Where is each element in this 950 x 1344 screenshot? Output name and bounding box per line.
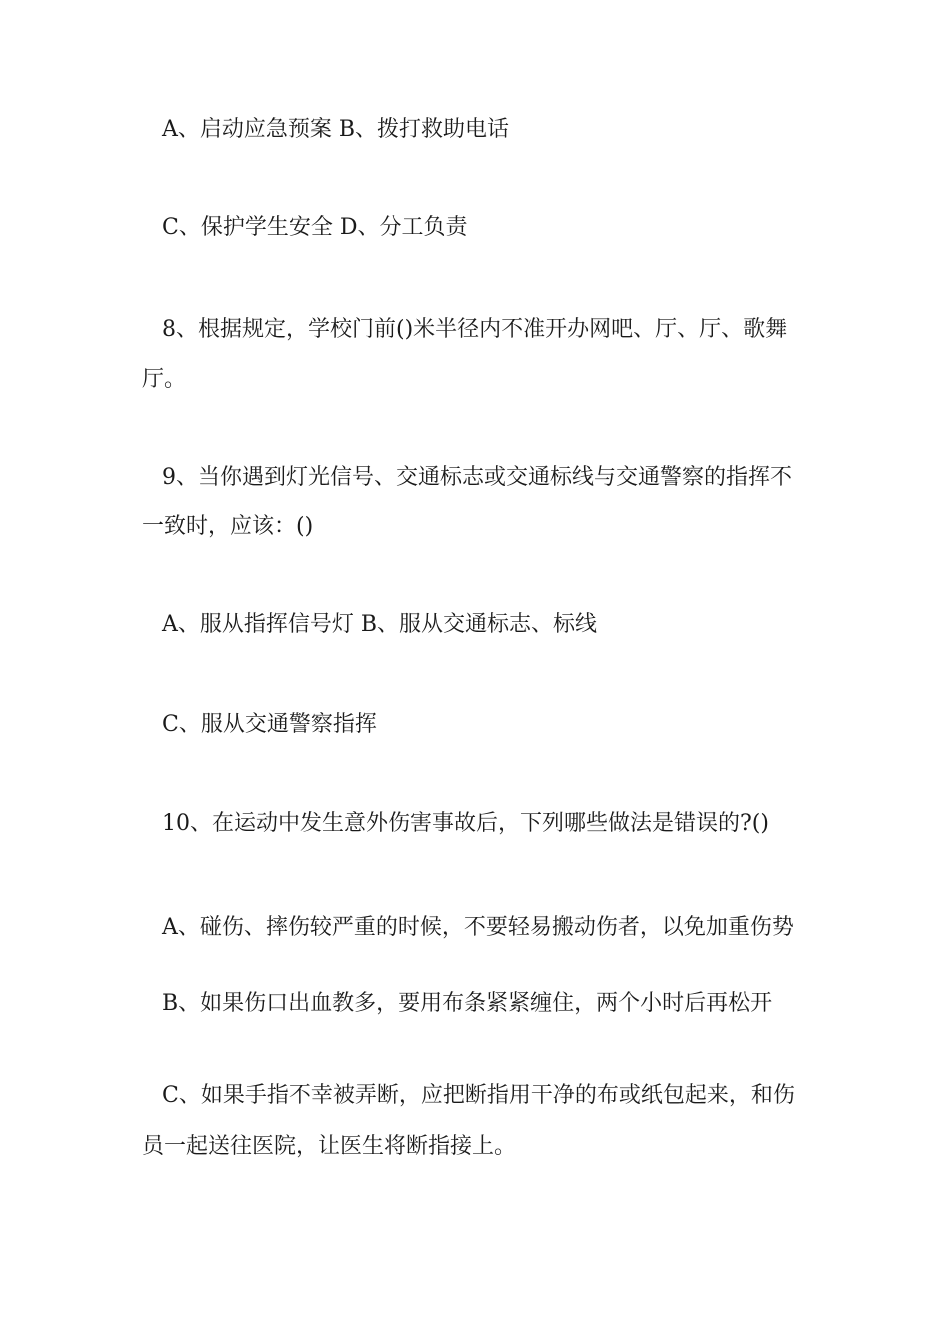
q9-options-ab: A、服从指挥信号灯 B、服从交通标志、标线: [162, 612, 598, 637]
q7-options-ab: A、启动应急预案 B、拨打救助电话: [162, 117, 510, 142]
q10-option-a: A、碰伤、摔伤较严重的时候，不要轻易搬动伤者，以免加重伤势: [162, 915, 794, 940]
q8-question-line-2: 厅。: [142, 367, 187, 392]
q9-question-line-1: 9、当你遇到灯光信号、交通标志或交通标线与交通警察的指挥不: [162, 465, 792, 490]
q10-question: 10、在运动中发生意外伤害事故后，下列哪些做法是错误的?(): [162, 811, 769, 836]
q7-options-cd: C、保护学生安全 D、分工负责: [162, 215, 468, 240]
q9-option-c: C、服从交通警察指挥: [162, 712, 377, 737]
q10-option-b: B、如果伤口出血教多，要用布条紧紧缠住，两个小时后再松开: [162, 991, 773, 1016]
q10-option-c-line-2: 员一起送往医院，让医生将断指接上。: [142, 1134, 517, 1159]
q8-question-line-1: 8、根据规定，学校门前()米半径内不准开办网吧、厅、厅、歌舞: [162, 317, 788, 342]
q10-option-c-line-1: C、如果手指不幸被弄断，应把断指用干净的布或纸包起来，和伤: [162, 1083, 795, 1108]
q9-question-line-2: 一致时，应该：(): [142, 514, 314, 539]
